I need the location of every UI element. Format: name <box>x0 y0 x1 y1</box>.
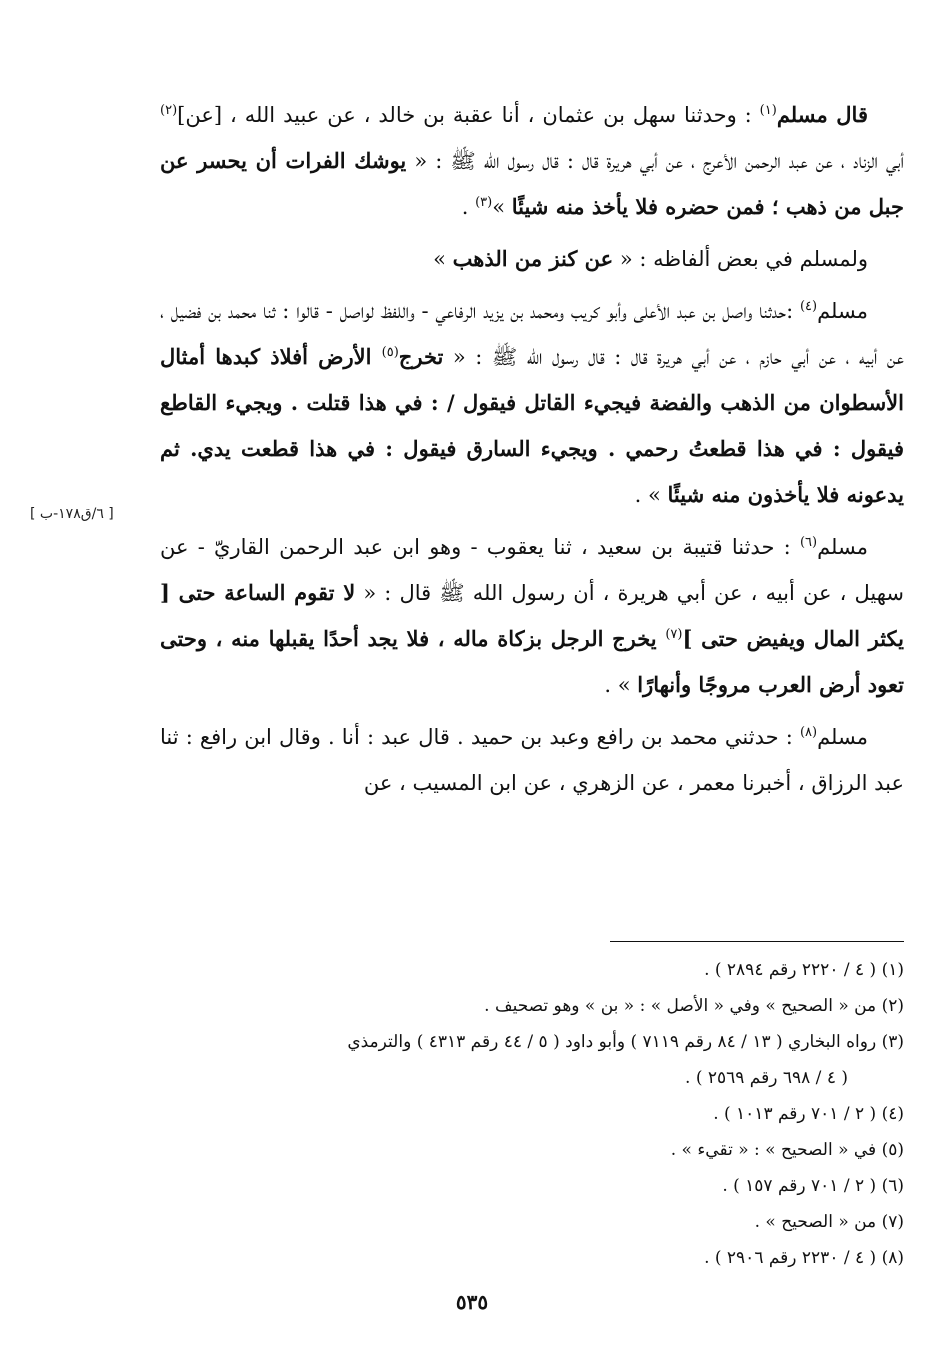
narration-text: ولمسلم في بعض ألفاظه : « <box>613 247 868 271</box>
footnotes <box>160 952 904 1276</box>
narration-text: » . <box>634 483 668 507</box>
footnote: (٨) ( ٤ / ٢٢٣٠ رقم ٢٩٠٦ ) . <box>704 1248 904 1268</box>
narration-text: » <box>492 195 512 219</box>
narration-text: أبي الزناد ، عن عبد الرحمن الأعرج ، عن أبي هريرة قال : قال رسول الله ﷺ : « <box>406 149 904 173</box>
hadith-text: عن كنز من الذهب <box>452 246 614 271</box>
hadith-text: قال مسلم <box>776 102 868 127</box>
hadith-text: لا تقوم الساعة حتى [ يكثر المال ويفيض حتى ] <box>160 580 904 651</box>
footnote-marker: (٤) <box>799 299 818 314</box>
narration-text: » <box>433 247 453 271</box>
footnote-marker: (٧) <box>665 627 683 642</box>
footnote-marker: (٣) <box>475 195 493 210</box>
narration-text: : حدثني محمد بن رافع وعبد بن حميد . قال عبد : أنا . وقال ابن رافع : ثنا عبد الرزاق ، أخبرنا معمر ، عن الزهري ، عن ابن المسيب ، عن <box>160 725 904 795</box>
narration-text: مسلم <box>817 299 868 323</box>
narration-text: : وحدثنا سهل بن عثمان ، أنا عقبة بن خالد ، عن عبيد الله ، [عن] <box>177 103 760 127</box>
footnote-marker: (٨) <box>799 725 818 740</box>
footnote-marker: (١) <box>759 103 777 118</box>
footnote-continuation: ( ٤ / ٦٩٨ رقم ٢٥٦٩ ) . <box>685 1068 848 1088</box>
narration-text: :حدثنا واصل بن عبد الأعلى وأبو كريب ومحمد بن يزيد الرفاعي - واللفظ لواصل - قالوا : ثنا محمد بن فضيل ، عن أبيه ، عن أبي حازم ، عن أبي هريرة قال : قال رسول الله ﷺ : « <box>160 299 904 369</box>
paragraph-2 <box>160 236 904 282</box>
footnote: (٧) من « الصحيح » . <box>754 1212 904 1232</box>
footnote-divider <box>610 941 904 942</box>
footnote: (٥) في « الصحيح » : « تقيء » . <box>670 1140 904 1160</box>
paragraph-3 <box>160 288 904 518</box>
footnote: (٢) من « الصحيح » وفي « الأصل » : « بن » وهو تصحيف . <box>484 996 904 1016</box>
paragraph-5 <box>160 714 904 806</box>
narration-text: » . <box>604 673 638 697</box>
footnote: (١) ( ٤ / ٢٢٢٠ رقم ٢٨٩٤ ) . <box>704 960 904 980</box>
hadith-text: يوشك الفرات أن يحسر عن جبل من ذهب ؛ فمن حضره فلا يأخذ منه شيئًا <box>160 148 904 219</box>
narration-text: مسلم <box>817 725 868 749</box>
narration-text: مسلم <box>817 535 868 559</box>
margin-folio-note: [ ٦/ق١٧٨-ب ] <box>30 506 114 522</box>
paragraph-4 <box>160 524 904 708</box>
footnote-marker: (٢) <box>160 103 178 118</box>
paragraph-1 <box>160 92 904 230</box>
narration-text: . <box>461 195 476 219</box>
page-number: ٥٣٥ <box>455 1290 489 1314</box>
footnote: (٦) ( ٢ / ٧٠١ رقم ١٥٧ ) . <box>722 1176 904 1196</box>
hadith-text: يخرج الرجل بزكاة ماله ، فلا يجد أحدًا يقبلها منه ، وحتى تعود أرض العرب مروجًا وأنهارًا <box>160 626 904 697</box>
hadith-text: تخرج <box>398 344 444 369</box>
footnote: (٤) ( ٢ / ٧٠١ رقم ١٠١٣ ) . <box>713 1104 904 1124</box>
main-text <box>160 92 904 812</box>
footnote-marker: (٥) <box>381 345 399 360</box>
footnote-marker: (٦) <box>799 535 818 550</box>
narration-text: : حدثنا قتيبة بن سعيد ، ثنا يعقوب - وهو ابن عبد الرحمن القاريّ - عن سهيل ، عن أبيه ، عن أبي هريرة ، أن رسول الله ﷺ قال : « <box>160 535 905 605</box>
footnote: (٣) رواه البخاري ( ١٣ / ٨٤ رقم ٧١١٩ ) وأبو داود ( ٥ / ٤٤ رقم ٤٣١٣ ) والترمذي <box>347 1032 904 1052</box>
hadith-text: الأرض أفلاذ كبدها أمثال الأسطوان من الذهب والفضة فيجيء القاتل فيقول / : في هذا قتلت . ويجيء القاطع فيقول : في هذا قطعتُ رحمي . ويجيء السارق فيقول : في هذا قطعت يدي. ثم يدعونه فلا يأخذون منه شيئًا <box>160 344 904 507</box>
